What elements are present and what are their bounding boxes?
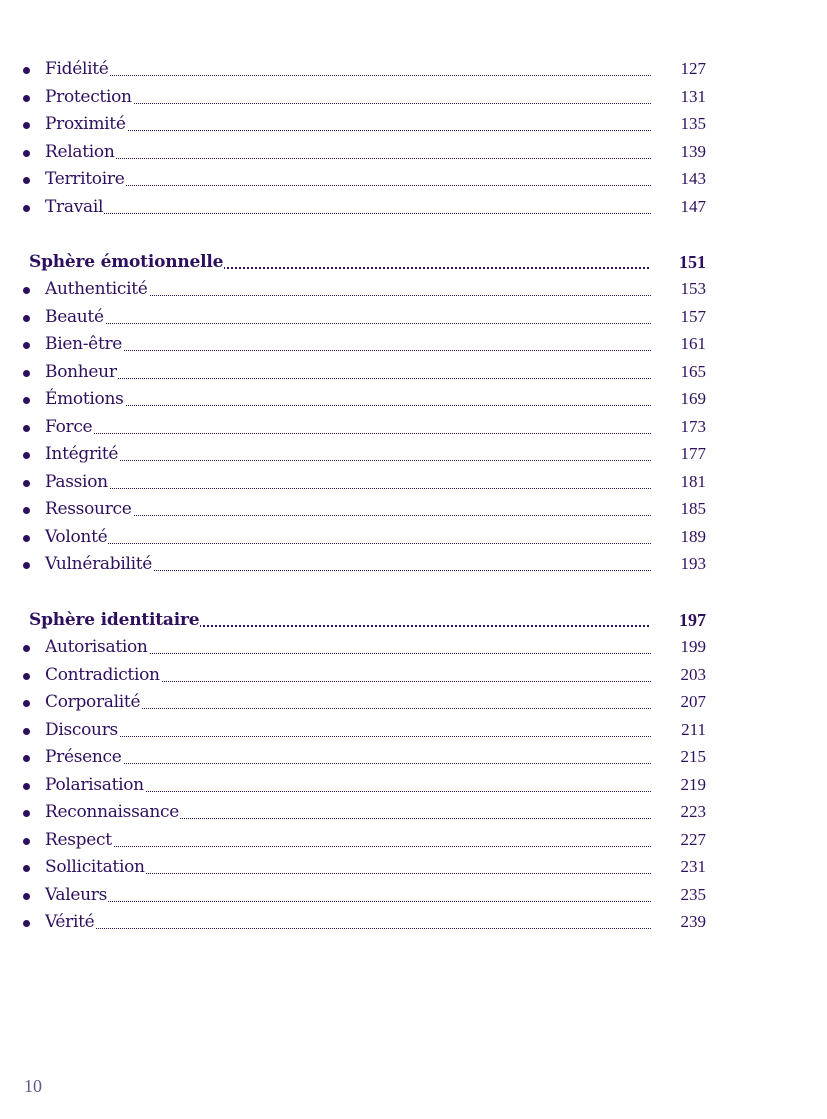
bullet-icon (23, 728, 30, 735)
dot-leader (46, 486, 651, 489)
bullet-icon (23, 865, 30, 872)
entry-page: 199 (680, 637, 706, 656)
entry-label: Bonheur (45, 362, 117, 382)
entry-page: 207 (680, 692, 706, 711)
entry-page: 161 (680, 334, 706, 353)
toc-entry[interactable] (0, 196, 827, 223)
entry-label: Travail (45, 197, 104, 217)
entry-page: 173 (680, 417, 706, 436)
bullet-icon (23, 150, 30, 157)
bullet-icon (23, 700, 30, 707)
entry-page: 139 (680, 142, 706, 161)
toc-entry[interactable] (0, 278, 827, 305)
entry-label: Force (45, 417, 93, 437)
entry-label: Reconnaissance (45, 802, 179, 822)
entry-label: Bien-être (45, 334, 123, 354)
entry-label: Autorisation (45, 637, 148, 657)
entry-label: Proximité (45, 114, 126, 134)
entry-label: Territoire (45, 169, 125, 189)
dot-leader (46, 101, 651, 104)
dot-leader (46, 513, 651, 516)
entry-page: 147 (680, 197, 706, 216)
section-title: Sphère identitaire (29, 610, 200, 630)
toc-entry[interactable] (0, 526, 827, 553)
entry-page: 211 (681, 720, 706, 739)
entry-page: 223 (680, 802, 706, 821)
bullet-icon (23, 755, 30, 762)
dot-leader (46, 899, 651, 902)
entry-label: Relation (45, 142, 115, 162)
bullet-icon (23, 177, 30, 184)
dot-leader (46, 183, 651, 186)
toc-entry[interactable] (0, 553, 827, 580)
dot-leader (46, 403, 651, 406)
entry-page: 153 (680, 279, 706, 298)
bullet-icon (23, 535, 30, 542)
toc-entry[interactable] (0, 884, 827, 911)
dot-leader (46, 926, 651, 929)
entry-label: Fidélité (45, 59, 109, 79)
bullet-icon (23, 342, 30, 349)
toc-entry[interactable] (0, 774, 827, 801)
toc-entry[interactable] (0, 856, 827, 883)
entry-page: 143 (680, 169, 706, 188)
section-title: Sphère émotionnelle (29, 252, 224, 272)
entry-page: 203 (680, 665, 706, 684)
section-page: 197 (679, 610, 706, 630)
entry-page: 219 (680, 775, 706, 794)
toc-section-heading[interactable] (0, 251, 827, 278)
toc-entry[interactable] (0, 471, 827, 498)
toc-entry[interactable] (0, 168, 827, 195)
bullet-icon (23, 95, 30, 102)
dot-leader (46, 156, 651, 159)
entry-page: 227 (680, 830, 706, 849)
bullet-icon (23, 673, 30, 680)
toc-entry[interactable] (0, 361, 827, 388)
dot-leader (46, 211, 651, 214)
entry-label: Vérité (45, 912, 95, 932)
toc-entry[interactable] (0, 829, 827, 856)
entry-page: 235 (680, 885, 706, 904)
entry-label: Sollicitation (45, 857, 145, 877)
entry-page: 181 (680, 472, 706, 491)
bullet-icon (23, 810, 30, 817)
entry-page: 135 (680, 114, 706, 133)
entry-page: 157 (680, 307, 706, 326)
dot-leader (46, 761, 651, 764)
bullet-icon (23, 507, 30, 514)
bullet-icon (23, 838, 30, 845)
entry-label: Volonté (45, 527, 108, 547)
bullet-icon (23, 893, 30, 900)
entry-label: Respect (45, 830, 112, 850)
entry-label: Protection (45, 87, 132, 107)
toc-entry[interactable] (0, 86, 827, 113)
entry-label: Vulnérabilité (45, 554, 153, 574)
bullet-icon (23, 67, 30, 74)
entry-page: 165 (680, 362, 706, 381)
section-page: 151 (679, 252, 706, 272)
bullet-icon (23, 562, 30, 569)
entry-label: Passion (45, 472, 108, 492)
bullet-icon (23, 425, 30, 432)
dot-leader (46, 321, 651, 324)
dot-leader (46, 844, 651, 847)
entry-label: Émotions (45, 389, 124, 409)
toc-entry[interactable] (0, 113, 827, 140)
toc-entry[interactable] (0, 746, 827, 773)
entry-label: Discours (45, 720, 118, 740)
entry-label: Valeurs (45, 885, 108, 905)
bullet-icon (23, 205, 30, 212)
toc-entry[interactable] (0, 719, 827, 746)
entry-label: Authenticité (45, 279, 148, 299)
toc-entry[interactable] (0, 141, 827, 168)
toc-entry[interactable] (0, 306, 827, 333)
entry-label: Présence (45, 747, 122, 767)
bullet-icon (23, 122, 30, 129)
entry-page: 189 (680, 527, 706, 546)
dot-leader (46, 541, 651, 544)
entry-label: Corporalité (45, 692, 141, 712)
bullet-icon (23, 397, 30, 404)
entry-page: 231 (680, 857, 706, 876)
dot-leader (46, 348, 651, 351)
toc-entry[interactable] (0, 801, 827, 828)
toc-entry[interactable] (0, 333, 827, 360)
toc-entry[interactable] (0, 691, 827, 718)
bullet-icon (23, 315, 30, 322)
toc-section-heading[interactable] (0, 609, 827, 636)
toc-entry[interactable] (0, 443, 827, 470)
entry-label: Beauté (45, 307, 104, 327)
entry-label: Contradiction (45, 665, 160, 685)
entry-page: 131 (680, 87, 706, 106)
entry-page: 127 (680, 59, 706, 78)
entry-label: Intégrité (45, 444, 119, 464)
bullet-icon (23, 287, 30, 294)
dot-leader (46, 376, 651, 379)
bullet-icon (23, 370, 30, 377)
entry-page: 177 (680, 444, 706, 463)
entry-page: 215 (680, 747, 706, 766)
toc-entry[interactable] (0, 58, 827, 85)
bullet-icon (23, 645, 30, 652)
dot-leader (46, 734, 651, 737)
dot-leader (46, 431, 651, 434)
bullet-icon (23, 480, 30, 487)
entry-page: 185 (680, 499, 706, 518)
dot-leader (46, 458, 651, 461)
page-number: 10 (24, 1076, 42, 1096)
dot-leader (46, 128, 651, 131)
dot-leader (46, 73, 651, 76)
entry-label: Polarisation (45, 775, 144, 795)
bullet-icon (23, 783, 30, 790)
toc-entry[interactable] (0, 416, 827, 443)
entry-page: 239 (680, 912, 706, 931)
entry-label: Ressource (45, 499, 132, 519)
toc-entry[interactable] (0, 911, 827, 938)
entry-page: 193 (680, 554, 706, 573)
toc-entry[interactable] (0, 388, 827, 415)
toc-entry[interactable] (0, 636, 827, 663)
toc-entry[interactable] (0, 664, 827, 691)
bullet-icon (23, 452, 30, 459)
bullet-icon (23, 920, 30, 927)
entry-page: 169 (680, 389, 706, 408)
toc-entry[interactable] (0, 498, 827, 525)
